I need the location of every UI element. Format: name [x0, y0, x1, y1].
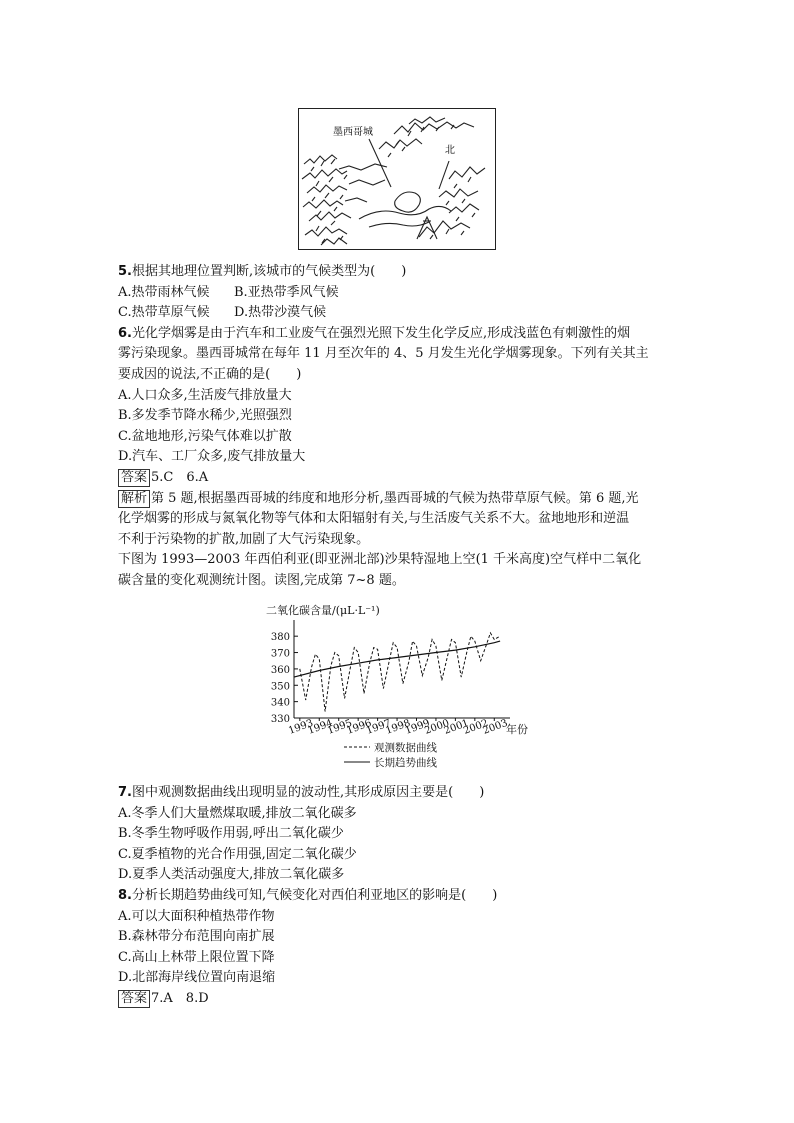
y-tick-label: 350 — [270, 681, 290, 693]
intro-line-1: 下图为 1993—2003 年西伯利亚(即亚洲北部)沙果特湿地上空(1 千米高度)空气样中二氧化 — [118, 552, 642, 568]
q8-option-d[interactable]: D.北部海岸线位置向南退缩 — [118, 970, 276, 986]
q8-option-c[interactable]: C.高山上林带上限位置下降 — [118, 949, 275, 965]
x-tick-label: 1998 — [384, 717, 412, 737]
q7-option-b[interactable]: B.冬季生物呼吸作用弱,呼出二氧化碳少 — [118, 826, 344, 842]
q5-options-row2 — [118, 303, 680, 324]
co2-chart — [262, 600, 542, 780]
co2-chart-svg — [262, 600, 542, 780]
q5-option-a[interactable]: A.热带雨林气候 — [118, 284, 210, 300]
analysis-line-3: 不利于污染物的扩散,加剧了大气污染现象。 — [118, 531, 370, 547]
q5-stem: 5.根据其地理位置判断,该城市的气候类型为( ) — [118, 264, 407, 279]
q7-option-c[interactable]: C.夏季植物的光合作用强,固定二氧化碳少 — [118, 846, 357, 862]
q6-stem-3: 要成因的说法,不正确的是( ) — [118, 366, 302, 382]
q7-stem: 7.图中观测数据曲线出现明显的波动性,其形成原因主要是( ) — [118, 785, 485, 800]
q6-option-c[interactable]: C.盆地地形,污染气体难以扩散 — [118, 428, 292, 444]
x-tick-label: 2001 — [442, 717, 471, 737]
y-axis-label: 二氧化碳含量/(μL·L⁻¹) — [266, 604, 380, 617]
answer-7-8: 答案 7.A 8.D — [118, 989, 680, 1010]
x-tick-label: 2000 — [423, 717, 451, 737]
q7-option-d[interactable]: D.夏季人类活动强度大,排放二氧化碳多 — [118, 867, 345, 883]
questions-7-8 — [118, 783, 680, 1010]
analysis-tag: 解析 — [118, 490, 150, 508]
q6-option-a[interactable]: A.人口众多,生活废气排放量大 — [118, 387, 292, 403]
city-label: 墨西哥城 — [333, 127, 373, 138]
q5-option-c[interactable]: C.热带草原气候 — [118, 305, 210, 321]
x-tick-label: 1995 — [325, 717, 354, 737]
legend-label: 长期趋势曲线 — [374, 757, 437, 769]
answer-5-6: 答案 5.C 6.A — [118, 468, 680, 489]
q5-option-d[interactable]: D.热带沙漠气候 — [234, 305, 327, 321]
y-tick-label: 330 — [270, 714, 290, 725]
answer-tag: 答案 — [118, 469, 150, 487]
x-tick-label: 1999 — [403, 717, 432, 737]
x-tick-label: 1996 — [345, 717, 374, 737]
legend-label: 观测数据曲线 — [374, 742, 437, 754]
q6-option-b[interactable]: B.多发季节降水稀少,光照强烈 — [118, 408, 292, 424]
x-tick-label: 1997 — [364, 717, 393, 737]
q6-stem-2: 雾污染现象。墨西哥城常在每年 11 月至次年的 4、5 月发生光化学烟雾现象。下列有关其主 — [118, 346, 649, 362]
q7-option-a[interactable]: A.冬季人们大量燃煤取暖,排放二氧化碳多 — [118, 805, 357, 821]
north-label: 北 — [445, 145, 455, 156]
observed-data-line — [300, 633, 500, 712]
answer-tag: 答案 — [118, 990, 150, 1008]
intro-line-2: 碳含量的变化观测统计图。读图,完成第 7~8 题。 — [118, 572, 405, 588]
x-tick-label: 1994 — [306, 717, 335, 737]
y-tick-label: 340 — [270, 697, 290, 709]
q6-option-d[interactable]: D.汽车、工厂众多,废气排放量大 — [118, 449, 306, 465]
y-tick-label: 380 — [270, 632, 290, 644]
x-tick-label: 2003 — [481, 717, 510, 737]
y-tick-label: 360 — [270, 664, 290, 676]
y-tick-label: 370 — [270, 648, 290, 660]
q6-stem-1: 6.光化学烟雾是由于汽车和工业废气在强烈光照下发生化学反应,形成浅蓝色有刺激性的烟 — [118, 325, 631, 341]
analysis-line-2: 化学烟雾的形成与氮氧化物等气体和太阳辐射有关,与生活废气关系不大。盆地地形和逆温 — [118, 511, 630, 527]
q8-option-b[interactable]: B.森林带分布范围向南扩展 — [118, 929, 275, 945]
mexico-city-map — [298, 108, 496, 250]
questions-5-6 — [118, 262, 680, 592]
x-tick-label: 2002 — [462, 717, 490, 737]
q5-option-b[interactable]: B.亚热带季风气候 — [234, 284, 339, 300]
q8-stem: 8.分析长期趋势曲线可知,气候变化对西伯利亚地区的影响是( ) — [118, 887, 498, 903]
long-term-trend-line — [294, 641, 500, 677]
q8-option-a[interactable]: A.可以大面积种植热带作物 — [118, 908, 275, 924]
q5-options-row1 — [118, 283, 680, 304]
analysis-line-1: 解析 第 5 题,根据墨西哥城的纬度和地形分析,墨西哥城的气候为热带草原气候。第 6 题,光 — [118, 489, 680, 510]
x-axis-label: 年份 — [506, 723, 528, 736]
x-tick-label: 1993 — [287, 717, 315, 737]
terrain-drawing — [299, 109, 495, 249]
